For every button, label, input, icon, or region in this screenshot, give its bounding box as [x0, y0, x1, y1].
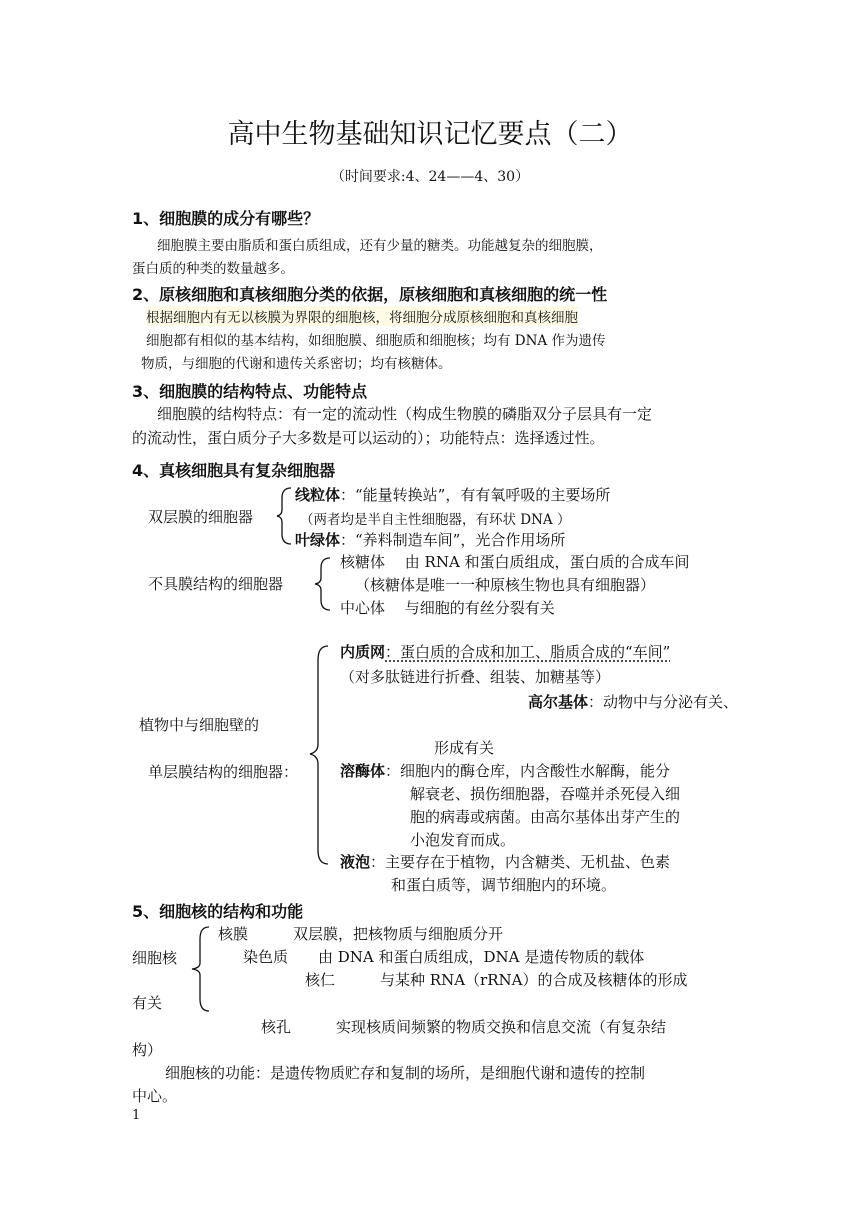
lysosome-line-3: 胞的病毒或病菌。由高尔基体出芽产生的 — [410, 808, 681, 826]
vacuole-line-2: 和蛋白质等，调节细胞内的环境。 — [391, 876, 617, 894]
lysosome-line-1: ：细胞内的酶仓库，内含酸性水解酶，能分 — [385, 762, 671, 780]
er-row — [340, 641, 670, 662]
page-number: 1 — [132, 1108, 141, 1123]
section-1-line-2: 蛋白质的种类的数量越多。 — [132, 261, 294, 277]
double-membrane-label: 双层膜的细胞器 — [148, 508, 254, 526]
section-1-line-1: 细胞膜主要由脂质和蛋白质组成，还有少量的糖类。功能越复杂的细胞膜， — [157, 238, 603, 254]
section-1-heading: 1、细胞膜的成分有哪些？ — [132, 209, 320, 228]
vacuole-name: 液泡 — [340, 853, 371, 871]
nucleus-function-line-2: 中心。 — [132, 1087, 178, 1105]
non-membrane-brace — [314, 556, 334, 612]
page-title: 高中生物基础知识记忆要点（二） — [227, 119, 633, 150]
section-2-heading: 2、原核细胞和真核细胞分类的依据，原核细胞和真核细胞的统一性 — [132, 285, 608, 304]
nucleolus-row: 核仁 与某种 RNA（rRNA）的合成及核糖体的形成 — [305, 971, 688, 989]
section-3-heading: 3、细胞膜的结构特点、功能特点 — [132, 382, 368, 401]
chloroplast-name: 叶绿体 — [295, 531, 341, 549]
lysosome-line-2: 解衰老、损伤细胞器，吞噬并杀死侵入细 — [410, 785, 681, 803]
er-desc: ：蛋白质的合成和加工、脂质合成的“车间” — [385, 643, 671, 661]
section-2-line-3: 物质，与细胞的代谢和遗传关系密切；均有核糖体。 — [141, 356, 452, 372]
golgi-name: 高尔基体 — [528, 693, 589, 711]
section-2-line-2: 细胞都有相似的基本结构，如细胞膜、细胞质和细胞核；均有 DNA 作为遗传 — [146, 333, 606, 349]
centrosome-row: 中心体 与细胞的有丝分裂有关 — [340, 599, 555, 617]
lysosome-row — [340, 760, 670, 781]
nucleus-function-line-1: 细胞核的功能：是遗传物质贮存和复制的场所，是细胞代谢和遗传的控制 — [165, 1064, 646, 1082]
mitochondria-name: 线粒体 — [295, 486, 341, 504]
er-note: （对多肽链进行折叠、组装、加糖基等） — [340, 668, 611, 686]
nuclear-pore-row: 核孔 实现核质间频繁的物质交换和信息交流（有复杂结 — [261, 1018, 667, 1036]
time-requirement: （时间要求:4、24——4、30） — [330, 169, 530, 185]
nucleus-brace — [190, 925, 212, 1013]
single-membrane-label-top: 植物中与细胞壁的 — [139, 716, 260, 734]
non-membrane-label: 不具膜结构的细胞器 — [148, 575, 284, 593]
er-name: 内质网 — [340, 643, 386, 661]
chloroplast-row — [295, 529, 565, 550]
section-3-line-1: 细胞膜的结构特点：有一定的流动性（构成生物膜的磷脂双分子层具有一定 — [157, 405, 653, 423]
chromatin-row: 染色质 由 DNA 和蛋白质组成，DNA 是遗传物质的载体 — [243, 948, 645, 966]
lysosome-name: 溶酶体 — [340, 762, 386, 780]
vacuole-line-1: ：主要存在于植物，内含糖类、无机盐、色素 — [370, 853, 671, 871]
single-membrane-label-bottom: 单层膜结构的细胞器： — [148, 763, 299, 781]
section-2-line-1: 根据细胞内有无以核膜为界限的细胞核，将细胞分成原核细胞和真核细胞 — [146, 306, 578, 326]
nuclear-pore-wrap: 构） — [132, 1041, 163, 1059]
single-membrane-brace — [308, 644, 330, 866]
mitochondria-desc: ：“能量转换站”，有有氧呼吸的主要场所 — [340, 486, 611, 504]
golgi-desc: ：动物中与分泌有关、 — [588, 693, 739, 711]
ribosome-note: （核糖体是唯一一种原核生物也具有细胞器） — [355, 576, 656, 594]
section-4-heading: 4、真核细胞具有复杂细胞器 — [132, 461, 336, 480]
nuclear-membrane-row: 核膜 双层膜，把核物质与细胞质分开 — [218, 925, 504, 943]
double-membrane-brace — [276, 486, 296, 546]
nucleolus-wrap: 有关 — [132, 994, 163, 1012]
lysosome-line-4: 小泡发育而成。 — [410, 831, 516, 849]
ribosome-row: 核糖体 由 RNA 和蛋白质组成，蛋白质的合成车间 — [340, 553, 690, 571]
vacuole-row — [340, 851, 670, 872]
mitochondria-row — [295, 484, 610, 505]
chloroplast-desc: ：“养料制造车间”，光合作用场所 — [340, 531, 566, 549]
section-5-heading: 5、细胞核的结构和功能 — [132, 902, 304, 921]
golgi-row — [528, 691, 738, 712]
double-membrane-note: （两者均是半自主性细胞器，有环状 DNA ） — [300, 512, 571, 528]
nucleus-label: 细胞核 — [132, 949, 178, 967]
golgi-continuation: 形成有关 — [434, 739, 495, 757]
section-3-line-2: 的流动性，蛋白质分子大多数是可以运动的）；功能特点：选择透过性。 — [132, 429, 605, 447]
